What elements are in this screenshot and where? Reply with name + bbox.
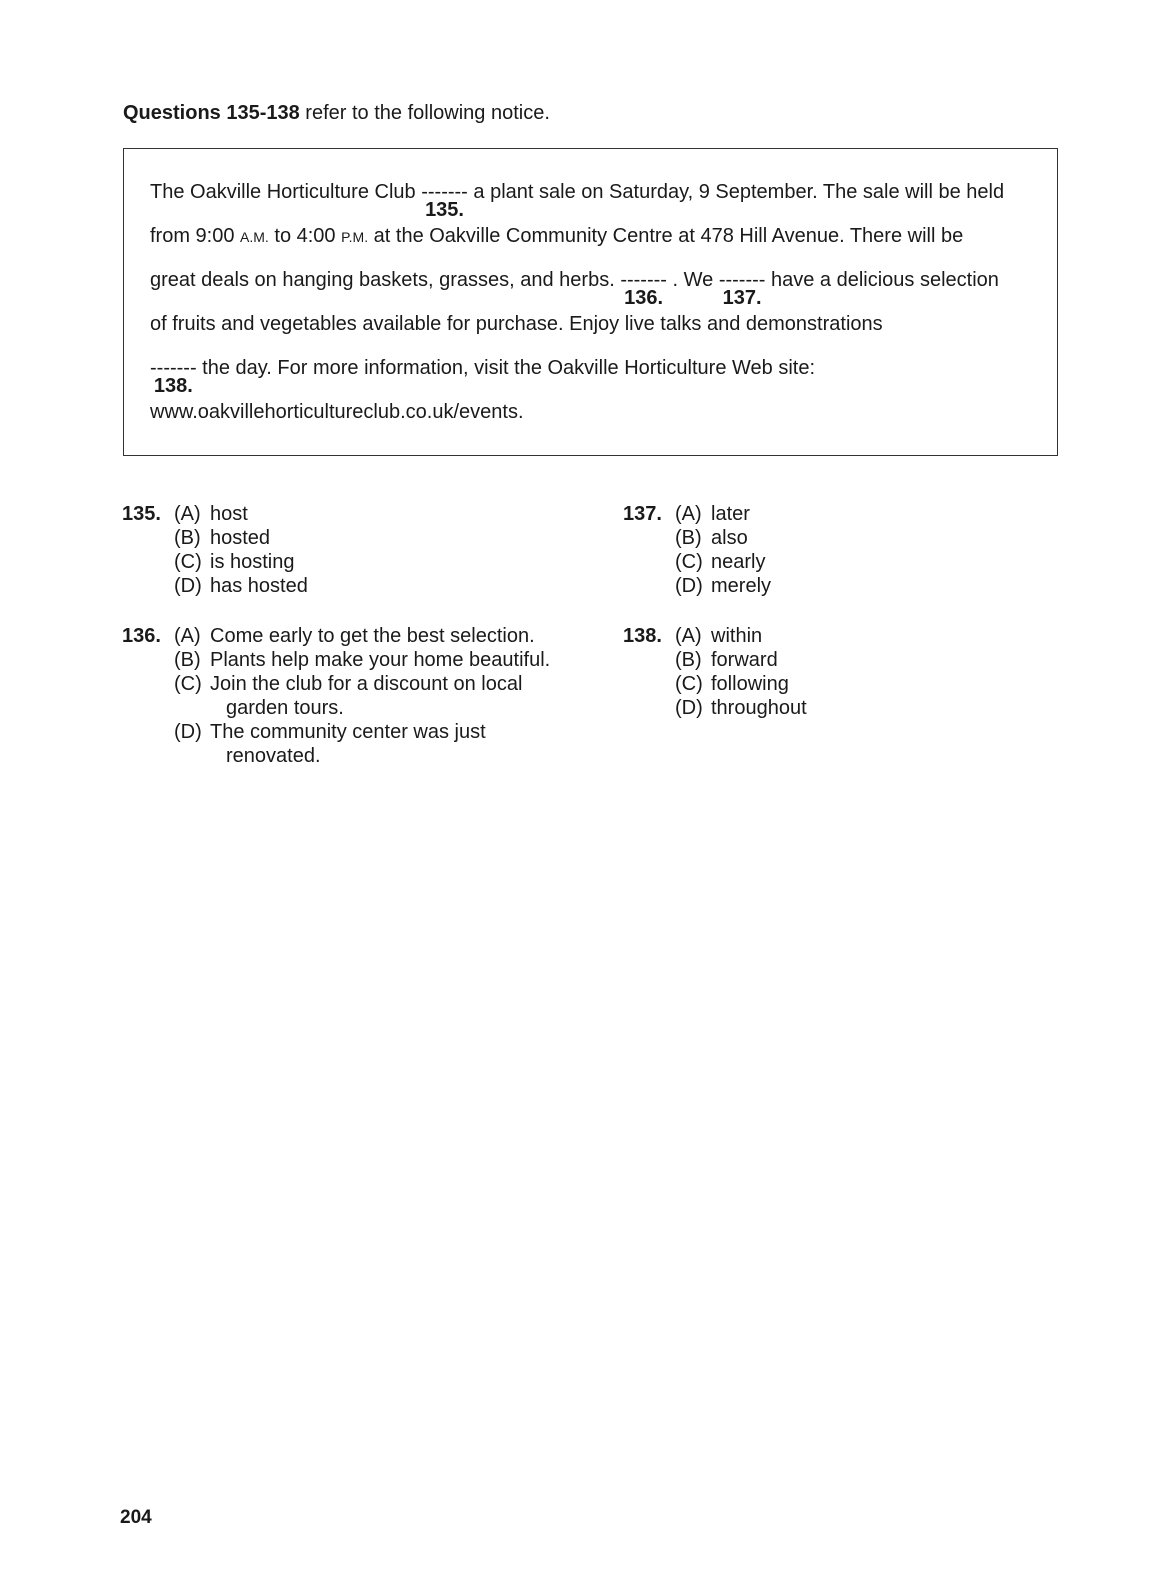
question-number: 137. xyxy=(623,503,662,525)
option-letter: (B) xyxy=(174,527,201,549)
option-text: within xyxy=(711,625,763,647)
option-c-continued xyxy=(226,696,344,720)
notice-line-5 xyxy=(150,356,816,397)
option-d[interactable] xyxy=(675,696,807,720)
option-text: forward xyxy=(711,649,778,671)
notice-text: The Oakville Horticulture Club xyxy=(150,181,422,203)
notice-text: the day. For more information, visit the Oakville Horticulture Web site: xyxy=(196,357,816,379)
option-text: renovated. xyxy=(226,745,321,767)
question-137 xyxy=(623,502,923,602)
notice-text: at the Oakville Community Centre at 478 Hill Avenue. There will be xyxy=(368,225,964,247)
notice-line-1 xyxy=(150,180,1005,221)
question-136 xyxy=(122,624,602,774)
blank-dashes: ------- xyxy=(421,181,468,203)
option-text: throughout xyxy=(711,697,807,719)
option-letter: (B) xyxy=(675,527,702,549)
option-letter: (C) xyxy=(675,673,703,695)
option-b[interactable] xyxy=(174,526,270,550)
option-text: is hosting xyxy=(210,551,295,573)
option-text: hosted xyxy=(210,527,271,549)
option-text: nearly xyxy=(711,551,766,573)
questions-heading-range: Questions 135-138 xyxy=(123,102,300,124)
option-d[interactable] xyxy=(174,720,486,744)
option-c[interactable] xyxy=(675,550,765,574)
option-text: The community center was just xyxy=(210,721,486,743)
option-text: following xyxy=(711,673,789,695)
option-text: later xyxy=(711,503,750,525)
option-letter: (D) xyxy=(675,575,703,597)
question-number: 135. xyxy=(122,503,161,525)
notice-line-4 xyxy=(150,312,883,336)
questions-heading-text: refer to the following notice. xyxy=(299,102,550,124)
question-number: 136. xyxy=(122,625,161,647)
blank-number-136: 136. xyxy=(624,287,664,309)
option-text: garden tours. xyxy=(226,697,344,719)
question-number: 138. xyxy=(623,625,662,647)
notice-text: from 9:00 xyxy=(150,225,241,247)
option-a[interactable] xyxy=(675,624,762,648)
option-text: has hosted xyxy=(210,575,308,597)
notice-text: . We xyxy=(666,269,719,291)
option-letter: (D) xyxy=(174,575,202,597)
blank-number-138: 138. xyxy=(153,375,193,397)
option-text: Plants help make your home beautiful. xyxy=(210,649,551,671)
option-text: also xyxy=(711,527,748,549)
blank-dashes: ------- xyxy=(718,269,766,291)
notice-text: of fruits and vegetables available for purchase. Enjoy live talks and demonstrations xyxy=(150,313,883,335)
option-a[interactable] xyxy=(174,624,535,648)
option-b[interactable] xyxy=(675,526,748,550)
question-135 xyxy=(122,502,582,602)
notice-text: a plant sale on Saturday, 9 September. The sale will be held xyxy=(467,181,1005,203)
option-b[interactable] xyxy=(675,648,778,672)
option-b[interactable] xyxy=(174,648,550,672)
time-am: A.M. xyxy=(240,229,269,245)
option-d[interactable] xyxy=(174,574,308,598)
option-c[interactable] xyxy=(675,672,789,696)
option-a[interactable] xyxy=(675,502,750,526)
option-text: Come early to get the best selection. xyxy=(210,625,535,647)
option-letter: (D) xyxy=(174,721,202,743)
notice-text: to 4:00 xyxy=(268,225,342,247)
option-c[interactable] xyxy=(174,672,522,696)
blank-135 xyxy=(421,180,468,221)
notice-url: www.oakvillehorticultureclub.co.uk/events. xyxy=(150,401,524,423)
blank-number-137: 137. xyxy=(722,287,762,309)
blank-137 xyxy=(718,268,766,309)
option-letter: (A) xyxy=(675,503,702,525)
option-text: host xyxy=(210,503,248,525)
blank-138 xyxy=(150,356,197,397)
option-text: Join the club for a discount on local xyxy=(210,673,523,695)
option-letter: (C) xyxy=(174,673,202,695)
option-d-continued xyxy=(226,744,321,768)
option-letter: (A) xyxy=(174,503,201,525)
questions-heading xyxy=(123,100,550,126)
notice-line-2 xyxy=(150,224,963,249)
notice-line-6 xyxy=(150,400,524,424)
page-number: 204 xyxy=(120,1507,152,1528)
option-letter: (C) xyxy=(675,551,703,573)
option-d[interactable] xyxy=(675,574,771,598)
question-138 xyxy=(623,624,923,724)
option-letter: (B) xyxy=(675,649,702,671)
blank-dashes: ------- xyxy=(150,357,197,379)
option-c[interactable] xyxy=(174,550,295,574)
notice-text: have a delicious selection xyxy=(765,269,999,291)
notice-text: great deals on hanging baskets, grasses, and herbs. xyxy=(150,269,621,291)
blank-136 xyxy=(620,268,667,309)
option-letter: (A) xyxy=(174,625,201,647)
option-letter: (C) xyxy=(174,551,202,573)
notice-line-3 xyxy=(150,268,999,309)
option-letter: (B) xyxy=(174,649,201,671)
blank-number-135: 135. xyxy=(425,199,464,221)
option-a[interactable] xyxy=(174,502,248,526)
blank-dashes: ------- xyxy=(620,269,667,291)
option-text: merely xyxy=(711,575,772,597)
option-letter: (A) xyxy=(675,625,702,647)
option-letter: (D) xyxy=(675,697,703,719)
time-pm: P.M. xyxy=(341,229,369,245)
